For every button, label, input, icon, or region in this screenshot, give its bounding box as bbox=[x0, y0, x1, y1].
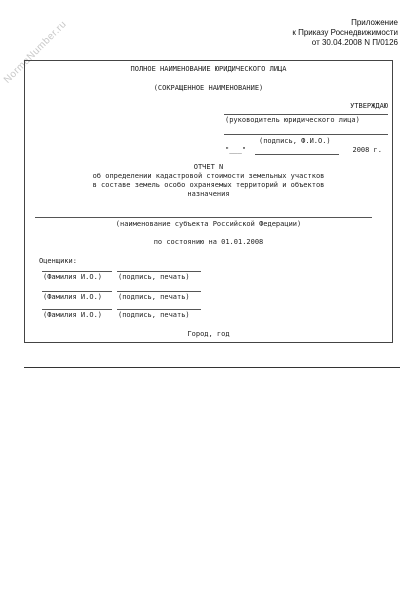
appraiser-name: (Фамилия И.О.) bbox=[43, 293, 103, 301]
page-divider bbox=[24, 367, 400, 368]
order-reference: к Приказу Роснедвижимости bbox=[292, 28, 398, 37]
appraiser-signature: (подпись, печать) bbox=[118, 293, 190, 301]
signature-caption: (подпись, Ф.И.О.) bbox=[259, 137, 331, 145]
valuation-date: по состоянию на 01.01.2008 bbox=[153, 238, 264, 246]
appraisers-label: Оценщики: bbox=[39, 257, 77, 265]
head-caption: (руководитель юридического лица) bbox=[225, 116, 360, 124]
appraiser-sign-line bbox=[117, 271, 201, 272]
appraiser-signature: (подпись, печать) bbox=[118, 311, 190, 319]
date-year: 2008 г. bbox=[352, 146, 382, 154]
report-cover-form bbox=[24, 60, 393, 343]
signature-line bbox=[224, 134, 388, 135]
appraiser-sign-line bbox=[117, 291, 201, 292]
appraiser-name-line bbox=[42, 291, 112, 292]
approve-line bbox=[224, 114, 388, 115]
watermark: NormaNumber.ru bbox=[2, 18, 69, 86]
organization-short-name: (СОКРАЩЕННОЕ НАИМЕНОВАНИЕ) bbox=[153, 84, 264, 92]
date-day: "___" bbox=[225, 146, 247, 154]
appraiser-name: (Фамилия И.О.) bbox=[43, 311, 103, 319]
appraiser-name-line bbox=[42, 309, 112, 310]
report-subtitle-line2: в составе земель особо охраняемых территорий и объектов bbox=[92, 181, 325, 189]
subject-line bbox=[35, 217, 372, 218]
appendix-title: Приложение bbox=[351, 18, 398, 27]
organization-full-name: ПОЛНОЕ НАИМЕНОВАНИЕ ЮРИДИЧЕСКОГО ЛИЦА bbox=[130, 65, 287, 73]
appraiser-signature: (подпись, печать) bbox=[118, 273, 190, 281]
appraiser-name-line bbox=[42, 271, 112, 272]
order-date: от 30.04.2008 N П/0126 bbox=[311, 38, 398, 47]
subject-caption: (наименование субъекта Российской Федерации) bbox=[115, 220, 302, 228]
approve-label: УТВЕРЖДАЮ bbox=[350, 102, 388, 110]
appraiser-sign-line bbox=[117, 309, 201, 310]
city-year: Город, год bbox=[187, 330, 230, 338]
appraiser-name: (Фамилия И.О.) bbox=[43, 273, 103, 281]
date-month-line bbox=[255, 154, 339, 155]
appendix-header bbox=[292, 18, 398, 48]
report-subtitle-line3: назначения bbox=[187, 190, 230, 198]
report-subtitle-line1: об определении кадастровой стоимости земельных участков bbox=[92, 172, 325, 180]
report-title: ОТЧЕТ N bbox=[193, 163, 224, 171]
